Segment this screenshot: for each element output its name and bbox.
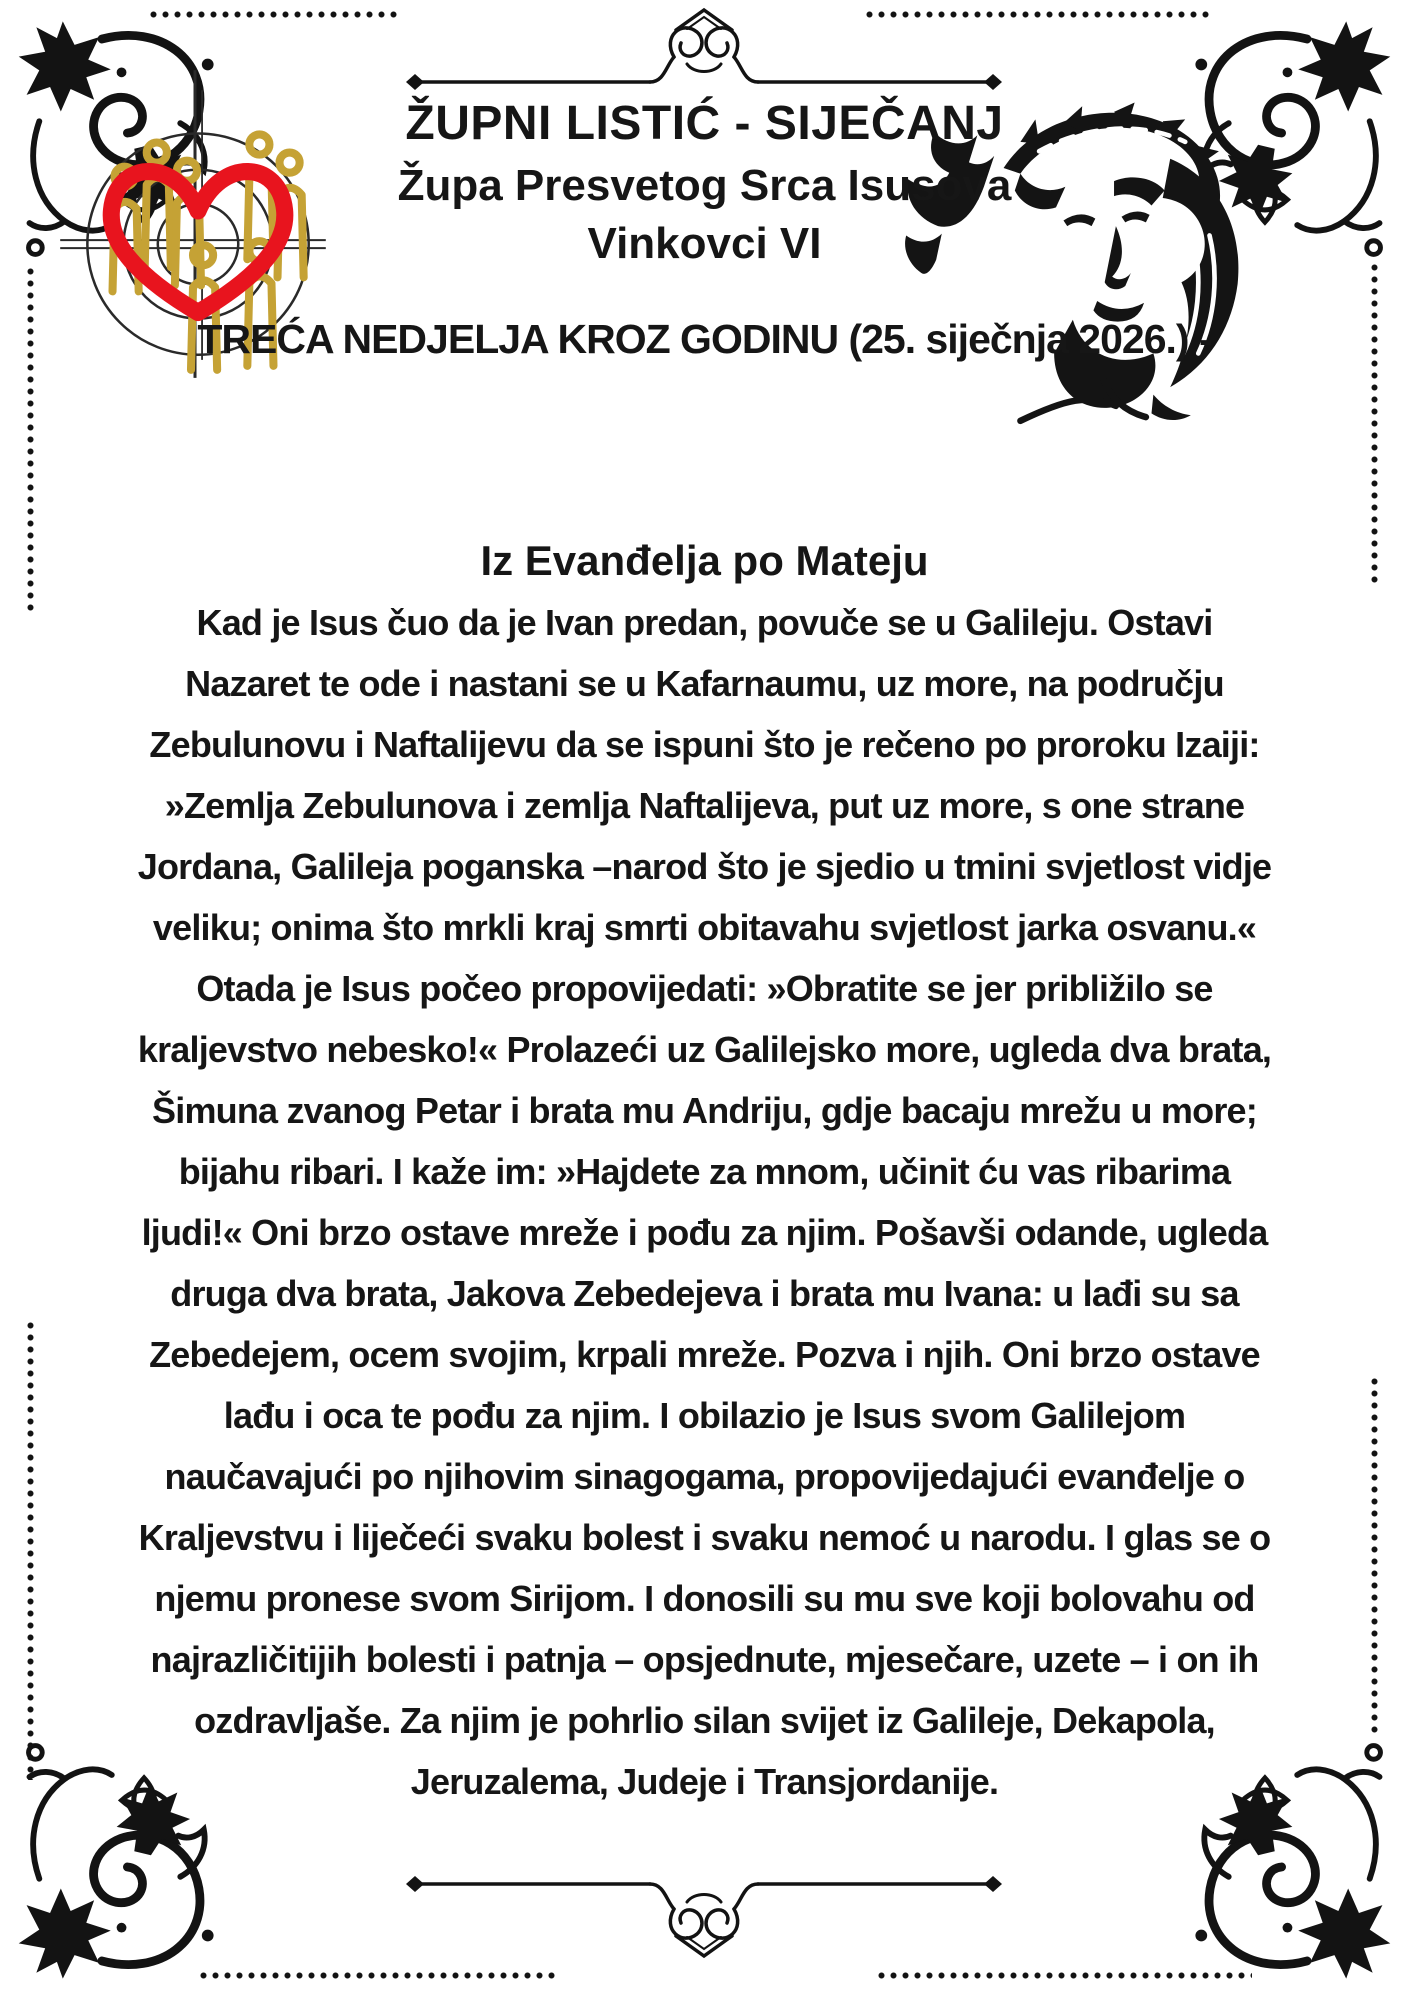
gospel-text <box>0 592 1409 1812</box>
gospel-text-line: Zebedejem, ocem svojim, krpali mreže. Pozva i njih. Oni brzo ostave <box>149 1334 1260 1375</box>
bulletin-title: ŽUPNI LISTIĆ - SIJEČANJ <box>405 97 1004 150</box>
gospel-text-line: Otada je Isus počeo propovijedati: »Obratite se jer približilo se <box>196 968 1213 1009</box>
gospel-text-line: kraljevstvo nebesko!« Prolazeći uz Galilejsko more, ugleda dva brata, <box>137 1029 1272 1070</box>
gospel-text-line: ozdravljaše. Za njim je pohrlio silan svijet iz Galileje, Dekapola, <box>194 1700 1215 1741</box>
parish-name: Župa Presvetog Srca Isusova <box>397 161 1012 210</box>
gospel-text-line: ljudi!« Oni brzo ostave mreže i pođu za njim. Pošavši odande, ugleda <box>141 1212 1268 1253</box>
parish-location: Vinkovci VI <box>587 219 822 268</box>
gospel-title: Iz Evanđelja po Mateju <box>480 537 929 584</box>
gospel-text-line: najrazličitijih bolesti i patnja – opsjednute, mjesečare, uzete – i on ih <box>150 1639 1259 1680</box>
gospel-text-line: druga dva brata, Jakova Zebedejeva i brata mu Ivana: u lađi su sa <box>170 1273 1239 1314</box>
gospel-text-line: lađu i oca te pođu za njim. I obilazio je Isus svom Galilejom <box>223 1395 1186 1436</box>
gospel-text-line: Jordana, Galileja poganska –narod što je sjedio u tmini svjetlost vidje <box>137 846 1272 887</box>
gospel-text-line: Jeruzalema, Judeje i Transjordanije. <box>410 1761 999 1802</box>
gospel-text-line: Zebulunovu i Naftalijevu da se ispuni što je rečeno po proroku Izaiji: <box>149 724 1260 765</box>
gospel-text-line: njemu pronese svom Sirijom. I donosili su mu sve koji bolovahu od <box>154 1578 1255 1619</box>
gospel-text-line: Kad je Isus čuo da je Ivan predan, povuče se u Galileju. Ostavi <box>196 602 1213 643</box>
gospel-text-line: veliku; onima što mrkli kraj smrti obitavahu svjetlost jarka osvanu.« <box>152 907 1257 948</box>
gospel-text-line: Šimuna zvanog Petar i brata mu Andriju, gdje bacaju mrežu u more; <box>152 1090 1257 1131</box>
sunday-heading: TREĆA NEDJELJA KROZ GODINU (25. siječnja 2026.) - <box>197 316 1212 362</box>
divider-ornament-icon <box>404 1862 1004 1962</box>
border-dots-bottom-left <box>200 1972 560 1979</box>
gospel-text-line: naučavajući po njihovim sinagogama, propovijedajući evanđelje o <box>164 1456 1245 1497</box>
gospel-text-line: bijahu ribari. I kaže im: »Hajdete za mnom, učinit ću vas ribarima <box>178 1151 1231 1192</box>
gospel-text-line: Nazaret te ode i nastani se u Kafarnaumu, uz more, na području <box>185 663 1224 704</box>
gospel-text-line: Kraljevstvu i liječeći svaku bolest i svaku nemoć u narodu. I glas se o <box>138 1517 1271 1558</box>
gospel-text-line: »Zemlja Zebulunova i zemlja Naftalijeva, put uz more, s one strane <box>164 785 1245 826</box>
